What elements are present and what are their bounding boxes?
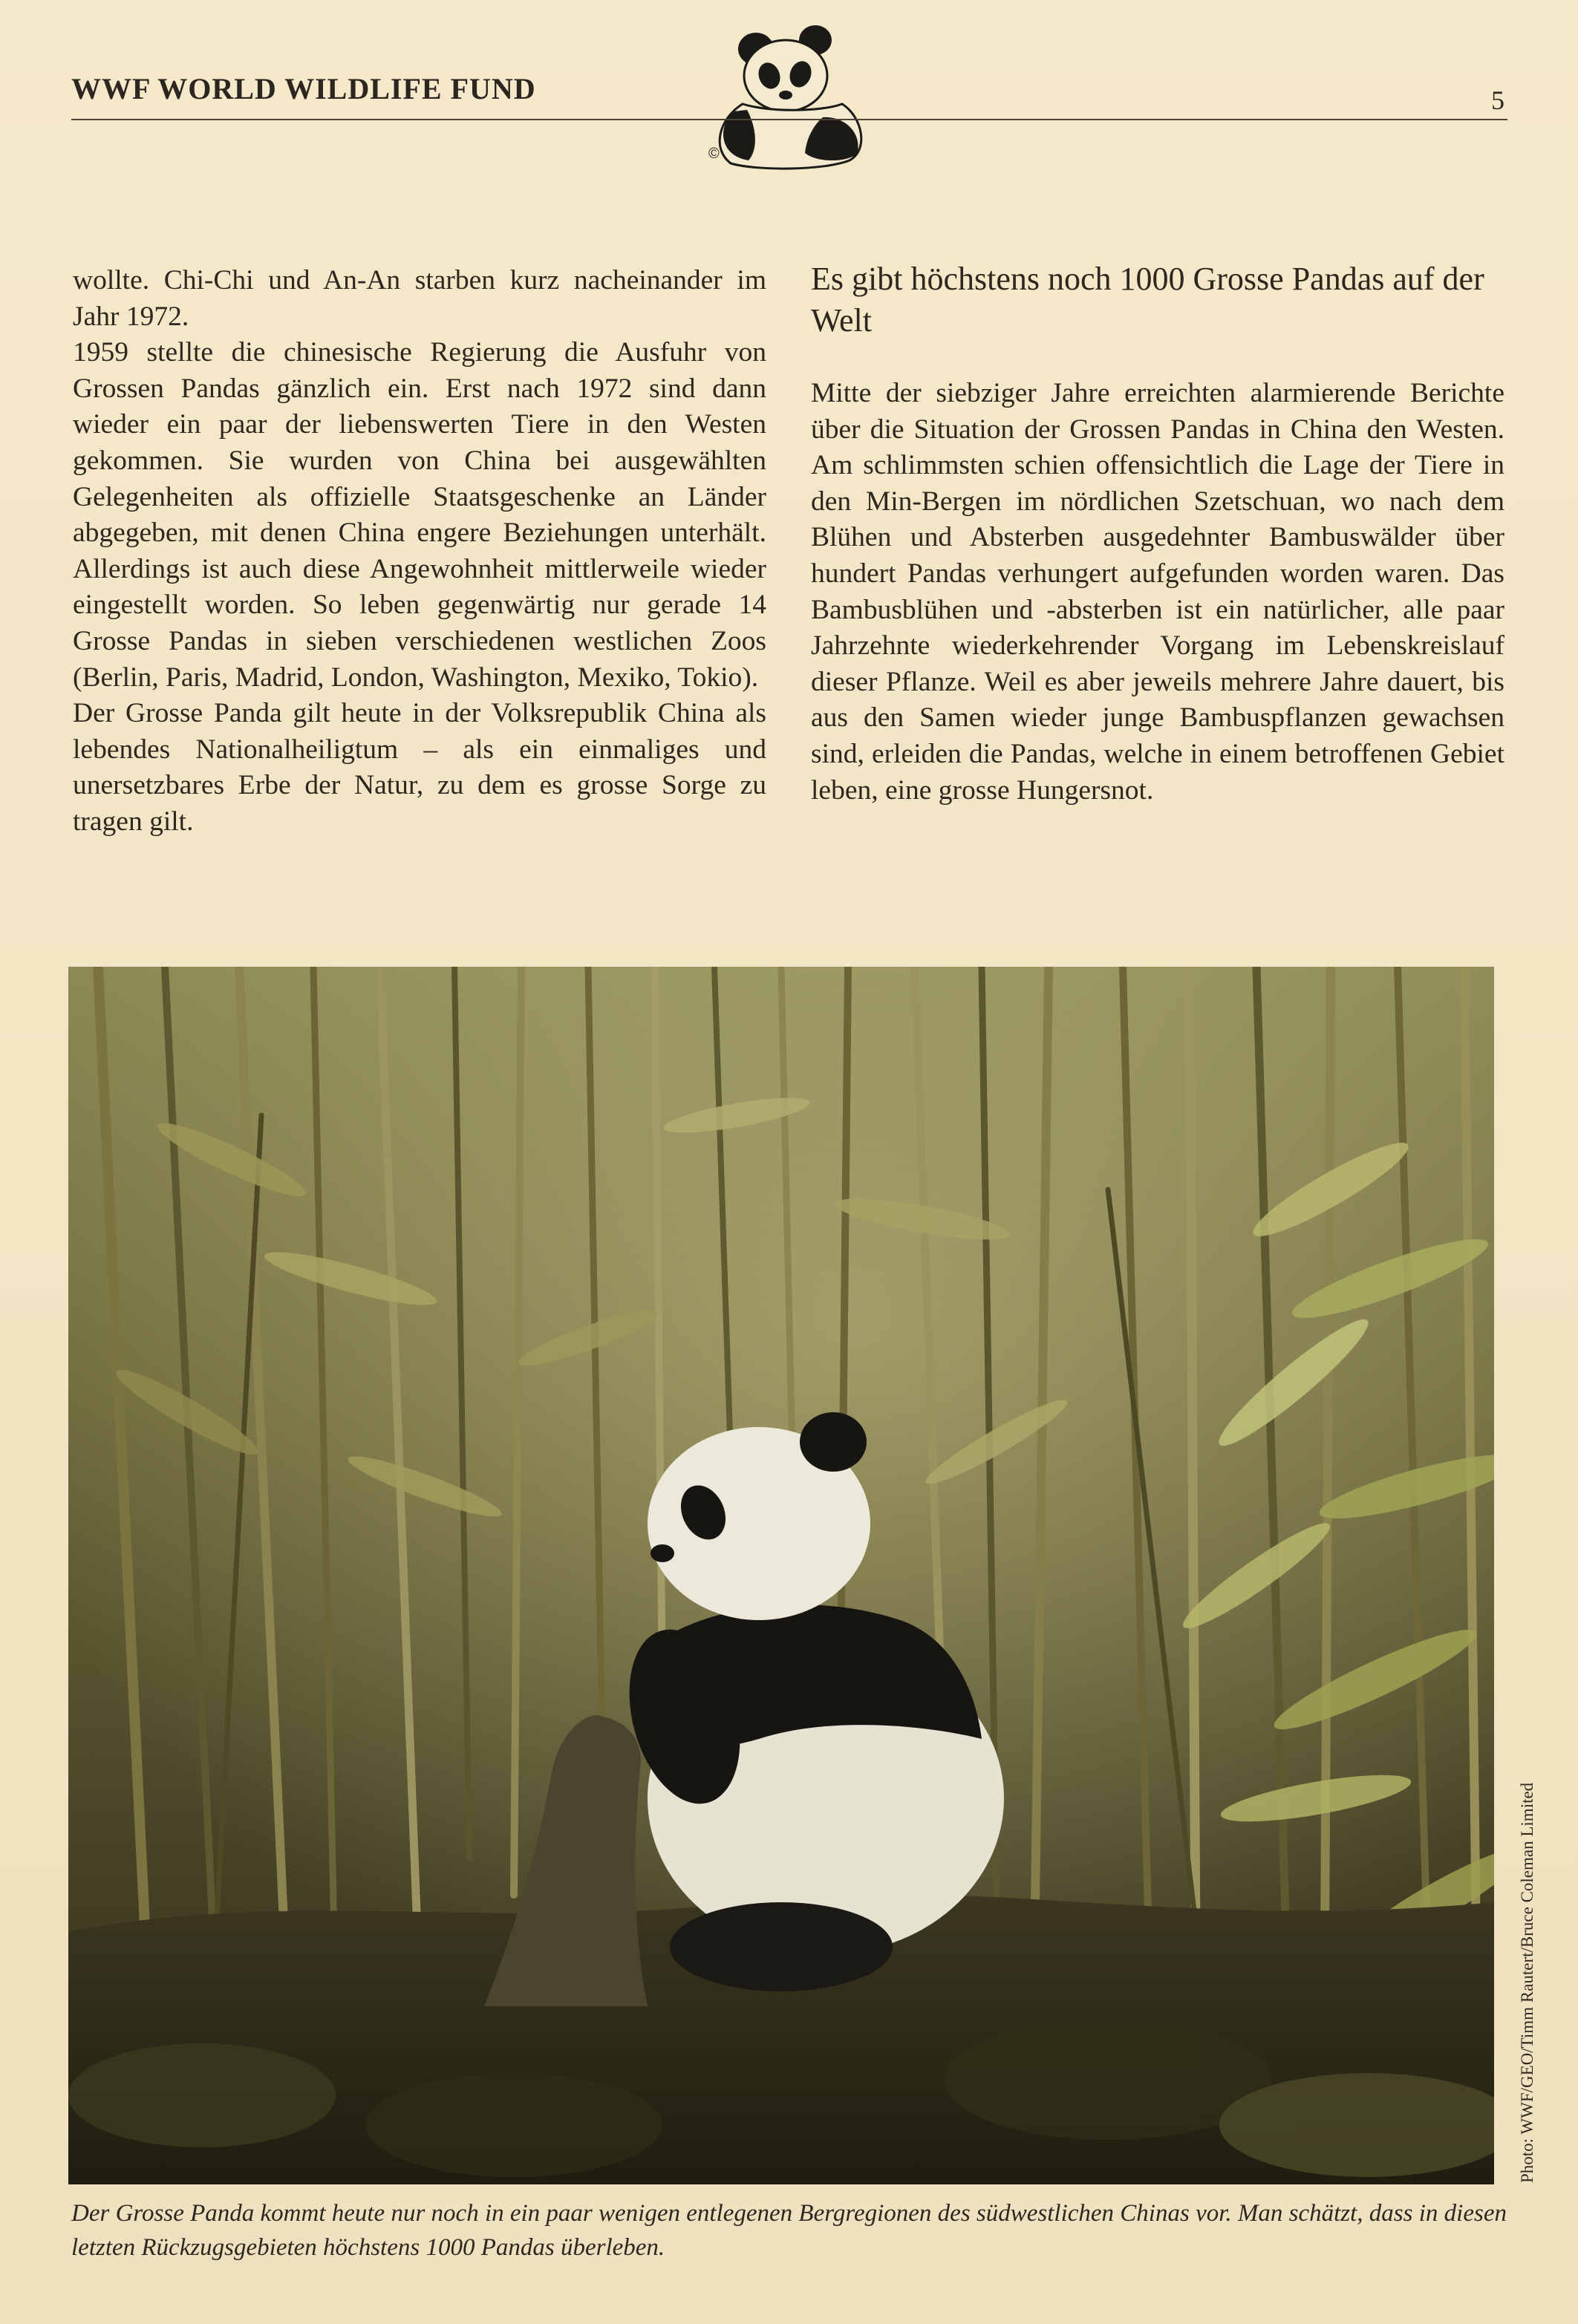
- logo-head: [744, 40, 827, 111]
- left-paragraph-1: wollte. Chi-Chi und An-An starben kurz nacheinander im Jahr 1972.: [73, 265, 766, 332]
- panda-leg: [670, 1902, 893, 1991]
- header-title: WWF WORLD WILDLIFE FUND: [71, 72, 536, 105]
- left-paragraph-2: 1959 stellte die chinesische Regierung die Ausfuhr von Grossen Pandas gänzlich ein. Erst nach 1972 sind dann wieder ein paar der liebenswerten Tiere in den Westen gekommen. Sie wurden von China bei ausgewählten Gelegenheiten als offizielle Staatsgeschenke an Länder abgegeben, mit denen China engere Beziehungen unterhält. Allerdings ist auch diese Angewohnheit mittlerweile wieder eingestellt worden. So leben gegenwärtig nur gerade 14 Grosse Pandas in sieben verschiedenen westlichen Zoos (Berlin, Paris, Madrid, London, Washington, Mexiko, Tokio).: [73, 337, 766, 693]
- panda-logo-icon: [704, 22, 876, 171]
- photo-credit: Photo: WWF/GEO/Timm Rautert/Bruce Coleman Limited: [1518, 1782, 1536, 2183]
- copyright-symbol: ©: [708, 146, 720, 162]
- header-rule: [71, 119, 1507, 120]
- right-paragraph: Mitte der siebziger Jahre erreichten alarmierende Berichte über die Situation der Grossen Pandas in China den Westen. Am schlimmsten schien offensichtlich die Lage der Tiere in den Min-Bergen im nördlichen Szetschuan, wo nach dem Blühen und Absterben ausgedehnter Bambuswälder über hundert Pandas verhungert aufgefunden worden waren. Das Bambusblühen und -absterben ist ein natürlicher, alle paar Jahrzehnte wiederkehrender Vorgang im Lebenskreislauf dieser Pflanze. Weil es aber jeweils mehrere Jahre dauert, bis aus den Samen wieder junge Bambuspflanzen gewachsen sind, erleiden die Pandas, welche in einem betroffenen Gebiet leben, eine grosse Hungersnot.: [811, 378, 1504, 806]
- photo-caption: Der Grosse Panda kommt heute nur noch in ein paar wenigen entlegenen Bergregionen des südwestlichen Chinas vor. Man schätzt, dass in diesen letzten Rückzugsgebieten höchstens 1000 Pandas überleben.: [71, 2200, 1507, 2261]
- right-column: [811, 376, 1504, 809]
- page-number: 5: [1491, 85, 1504, 115]
- section-heading: Es gibt höchstens noch 1000 Grosse Pandas auf der Welt: [811, 261, 1484, 339]
- logo-nose: [779, 91, 792, 99]
- panda-photo: [68, 967, 1494, 2184]
- panda-ear: [800, 1412, 867, 1472]
- left-column: [73, 263, 766, 841]
- left-paragraph-3: Der Grosse Panda gilt heute in der Volksrepublik China als lebendes Nationalheiligtum – als ein einmaliges und unersetzbares Erbe der Natur, zu dem es grosse Sorge zu tragen gilt.: [73, 698, 766, 837]
- panda-nose: [651, 1544, 674, 1562]
